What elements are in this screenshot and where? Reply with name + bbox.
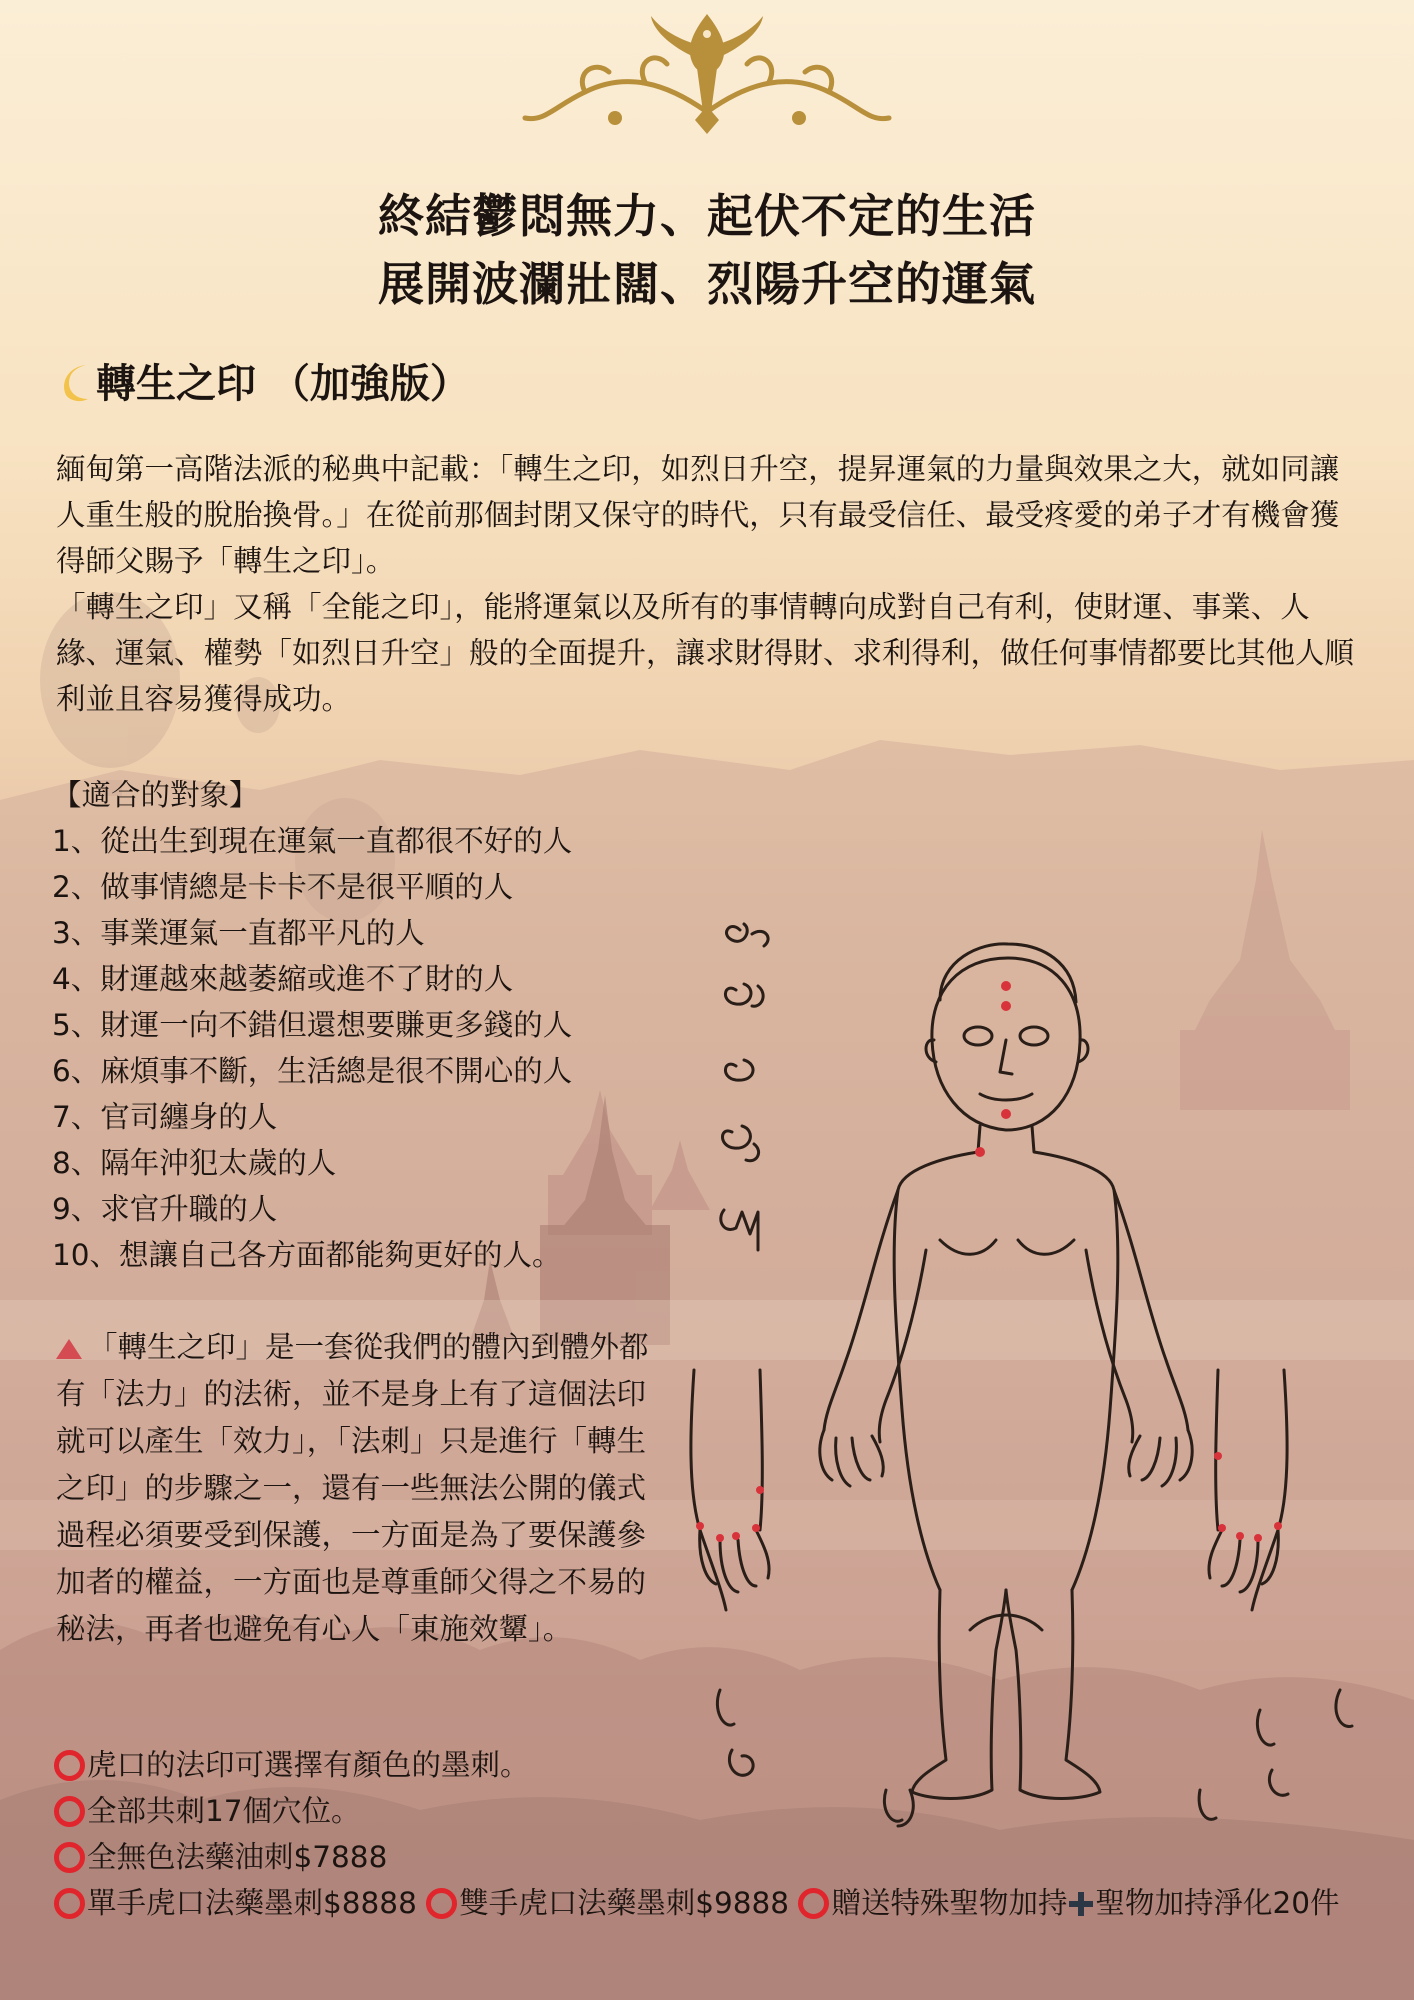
red-circle-icon [54,1888,85,1919]
option-text: 虎口的法印可選擇有顏色的墨刺。 [87,1748,530,1782]
intro-paragraph-2: 「轉生之印」又稱「全能之印」，能將運氣以及所有的事情轉向成對自己有利，使財運、事業、人緣、運氣、權勢「如烈日升空」般的全面提升，讓求財得財、求利得利，做任何事情都要比其他人順利並且容易獲得成功。 [56,590,1355,716]
red-circle-icon [54,1796,85,1827]
list-item: 1、從出生到現在運氣一直都很不好的人 [52,824,573,858]
option-text: 贈送特殊聖物加持 [831,1886,1068,1920]
intro-paragraph-1: 緬甸第一高階法派的秘典中記載：「轉生之印，如烈日升空，提昇運氣的力量與效果之大，就如同讓人重生般的脫胎換骨。」在從前那個封閉又保守的時代，只有最受信任、最受疼愛的弟子才有機會獲得師父賜予「轉生之印」。 [56,452,1340,578]
section-title-text: 轉生之印 （加強版） [96,361,470,407]
list-item: 8、隔年沖犯太歲的人 [52,1146,337,1180]
crescent-moon-icon [52,359,92,403]
note-paragraph [56,1324,666,1653]
tattoo-points-diagram [640,890,1400,1850]
audience-list [52,772,572,1278]
red-circle-icon [54,1842,85,1873]
section-title [52,352,470,409]
red-circle-icon [54,1750,85,1781]
list-item: 5、財運一向不錯但還想要賺更多錢的人 [52,1008,573,1042]
option-text: 單手虎口法藥墨刺$8888 [87,1886,427,1920]
list-item: 9、求官升職的人 [52,1192,278,1226]
list-item: 4、財運越來越萎縮或進不了財的人 [52,962,514,996]
option-text: 全無色法藥油刺$7888 [87,1840,388,1874]
list-item: 7、官司纏身的人 [52,1100,278,1134]
option-text: 雙手虎口法藥墨刺$9888 [459,1886,799,1920]
note-text: 「轉生之印」是一套從我們的體內到體外都有「法力」的法術，並不是身上有了這個法印就可以產生「效力」，「法刺」只是進行「轉生之印」的步驟之一，還有一些無法公開的儀式過程必須要受到保護，一方面是為了要保護參加者的權益，一方面也是尊重師父得之不易的秘法，再者也避免有心人「東施效顰」。 [56,1330,649,1646]
plus-icon [1069,1892,1093,1916]
option-text: 全部共刺17個穴位。 [87,1794,361,1828]
list-item: 3、事業運氣一直都平凡的人 [52,916,425,950]
audience-heading: 【適合的對象】 [52,778,259,812]
headline-line-2: 展開波瀾壯闊、烈陽升空的運氣 [378,257,1036,311]
list-item: 10、想讓自己各方面都能夠更好的人。 [52,1238,562,1272]
red-circle-icon [426,1888,457,1919]
triangle-icon [56,1339,82,1359]
ornament-icon [515,2,899,144]
option-item [54,1880,1384,1926]
list-item: 6、麻煩事不斷，生活總是很不開心的人 [52,1054,573,1088]
option-text: 聖物加持淨化20件 [1095,1886,1340,1920]
red-circle-icon [798,1888,829,1919]
list-item: 2、做事情總是卡卡不是很平順的人 [52,870,514,904]
headline-line-1: 終結鬱悶無力、起伏不定的生活 [378,189,1036,243]
